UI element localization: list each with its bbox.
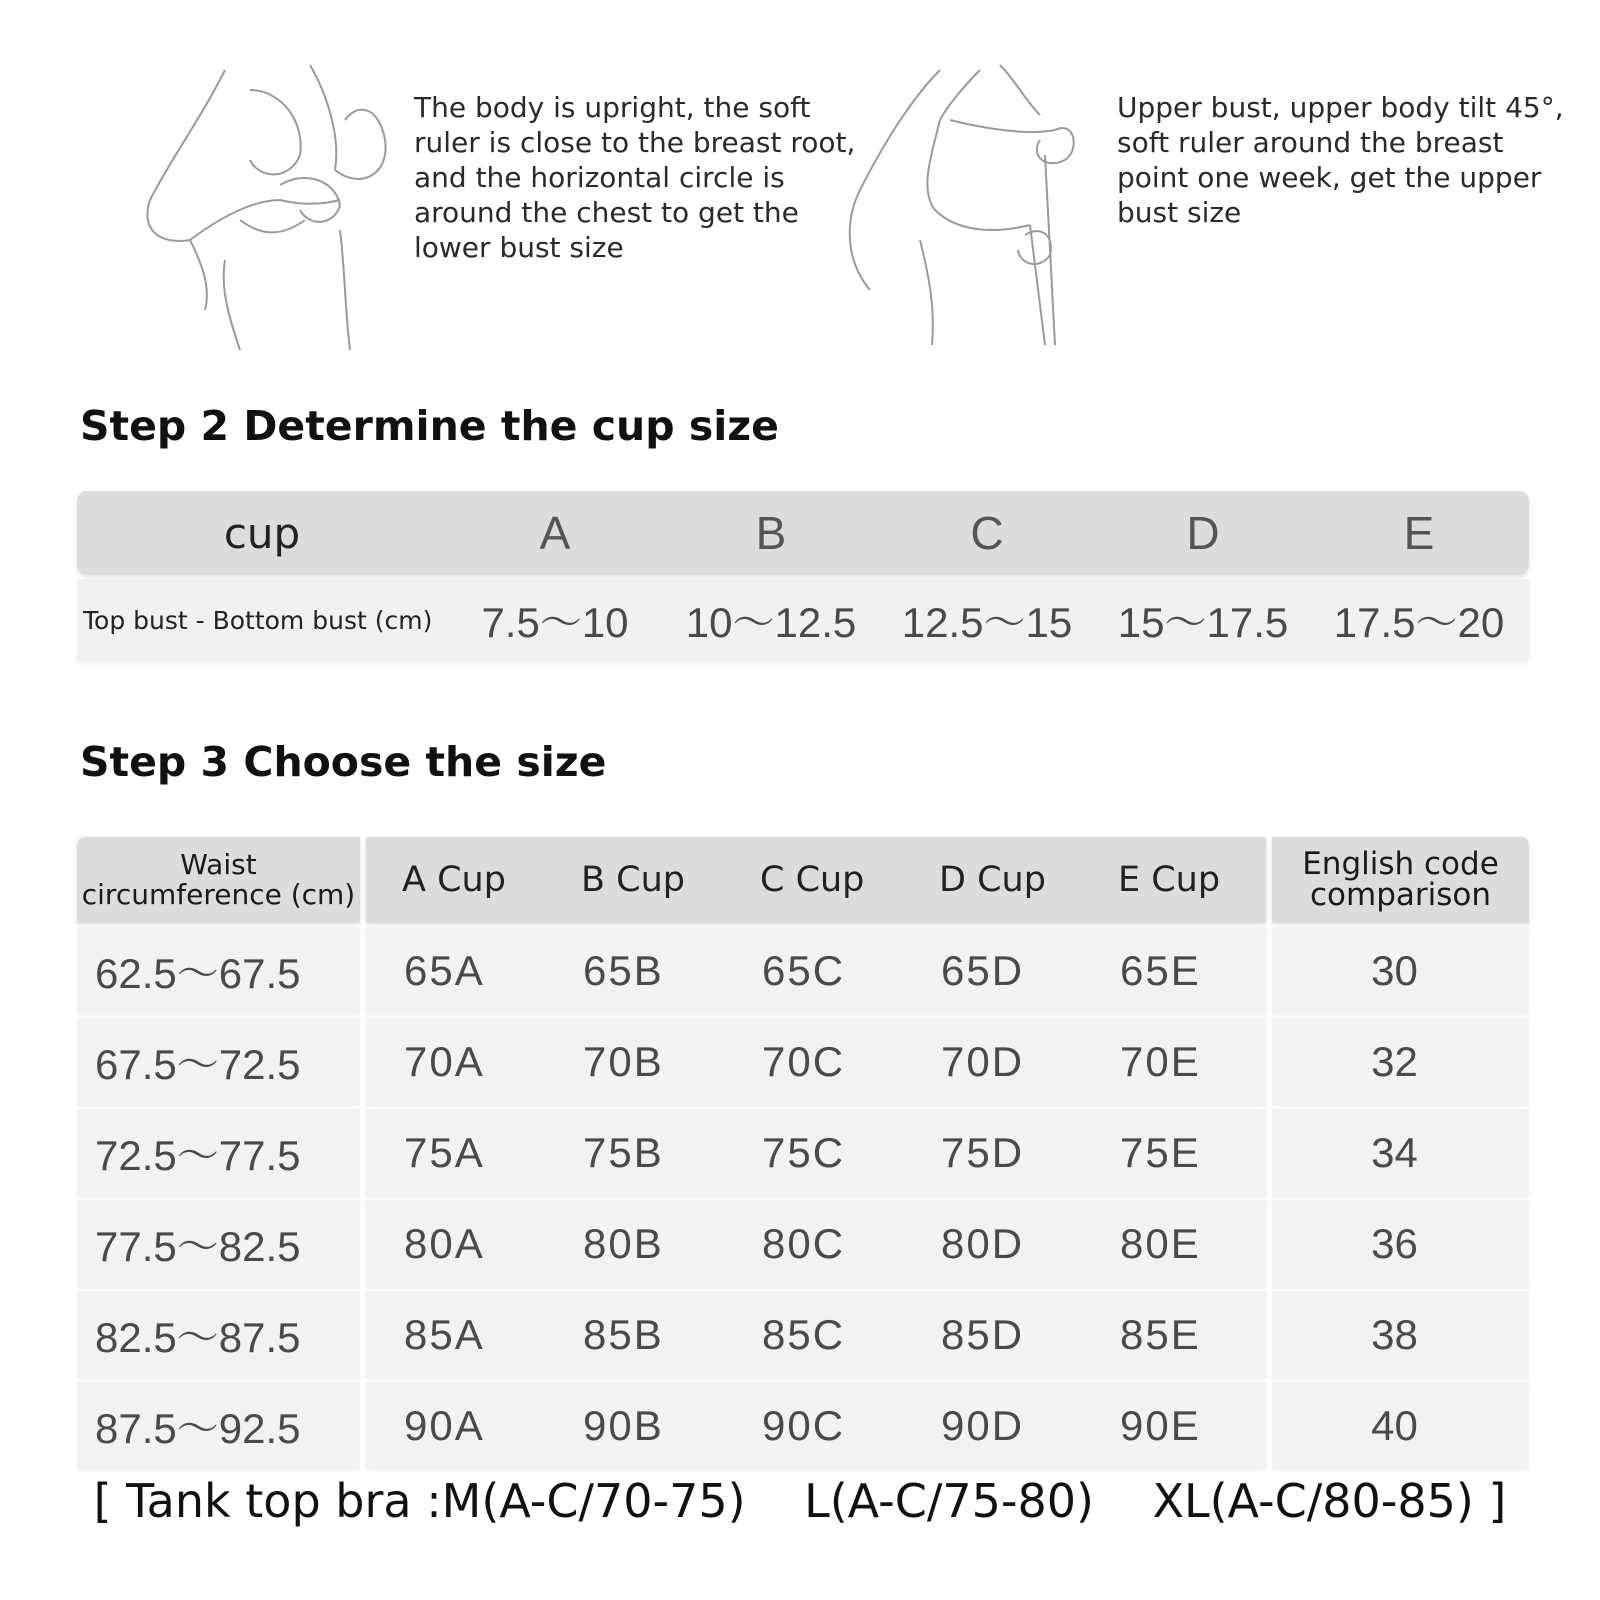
bust-difference-label: Top bust - Bottom bust (cm) <box>83 605 433 635</box>
table-row <box>366 1018 1266 1105</box>
cup-range-d: 15～17.5 <box>1117 599 1289 646</box>
waist-range: 87.5～92.5 <box>77 1382 360 1469</box>
cup-range-c: 12.5～15 <box>901 599 1073 646</box>
waist-range: 67.5～72.5 <box>77 1018 360 1105</box>
cup-table-header <box>77 491 1529 575</box>
size-value: 65B <box>583 946 664 994</box>
table-row <box>366 1291 1266 1378</box>
cup-range-e: 17.5～20 <box>1333 599 1505 646</box>
size-value: 65C <box>762 946 846 994</box>
waist-range: 77.5～82.5 <box>77 1200 360 1287</box>
size-value: 75A <box>404 1128 485 1176</box>
size-value: 75B <box>583 1128 664 1176</box>
table-row <box>366 1109 1266 1196</box>
tank-top-bra-note: [ Tank top bra :M(A-C/70-75) L(A-C/75-80) XL(A-C/80-85) ] <box>93 1474 1507 1528</box>
english-code: 38 <box>1272 1291 1529 1378</box>
e-cup-header: E Cup <box>1118 860 1221 900</box>
waist-range: 62.5～67.5 <box>77 927 360 1014</box>
size-value: 75C <box>762 1128 846 1176</box>
cup-size-table <box>77 491 1529 661</box>
size-chart-table <box>77 837 1529 1469</box>
size-value: 90B <box>583 1401 664 1449</box>
cup-header-e: E <box>1403 507 1435 559</box>
cups-header <box>366 837 1266 923</box>
size-value: 65A <box>404 946 485 994</box>
english-code: 40 <box>1272 1382 1529 1469</box>
cup-header-b: B <box>755 507 787 559</box>
size-value: 80D <box>941 1219 1025 1267</box>
waist-header: Waist circumference (cm) <box>77 837 360 923</box>
d-cup-header: D Cup <box>939 860 1046 900</box>
size-value: 70B <box>583 1037 664 1085</box>
size-value: 75E <box>1120 1128 1201 1176</box>
cup-range-a: 7.5～10 <box>481 599 629 646</box>
size-value: 65E <box>1120 946 1201 994</box>
size-value: 90C <box>762 1401 846 1449</box>
cup-header-c: C <box>970 507 1004 559</box>
b-cup-header: B Cup <box>581 860 685 900</box>
cup-table-row <box>77 579 1529 661</box>
cup-header-d: D <box>1186 507 1220 559</box>
english-code: 34 <box>1272 1109 1529 1196</box>
size-value: 90A <box>404 1401 485 1449</box>
size-value: 90D <box>941 1401 1025 1449</box>
size-value: 80C <box>762 1219 846 1267</box>
size-value: 70D <box>941 1037 1025 1085</box>
a-cup-header: A Cup <box>402 860 506 900</box>
english-code: 36 <box>1272 1200 1529 1287</box>
table-row <box>366 1382 1266 1469</box>
step2-heading: Step 2 Determine the cup size <box>80 402 779 450</box>
size-value: 70E <box>1120 1037 1201 1085</box>
lower-bust-illustration <box>130 60 410 360</box>
size-value: 85D <box>941 1310 1025 1358</box>
cup-header-a: A <box>539 507 571 559</box>
cup-header-label: cup <box>223 508 301 558</box>
english-code: 30 <box>1272 927 1529 1014</box>
size-value: 80B <box>583 1219 664 1267</box>
size-value: 85A <box>404 1310 485 1358</box>
c-cup-header: C Cup <box>760 860 865 900</box>
size-value: 70A <box>404 1037 485 1085</box>
table-row <box>366 1200 1266 1287</box>
size-value: 80A <box>404 1219 485 1267</box>
upper-bust-illustration <box>840 60 1100 350</box>
table-row <box>366 927 1266 1014</box>
size-value: 90E <box>1120 1401 1201 1449</box>
size-value: 80E <box>1120 1219 1201 1267</box>
cup-range-b: 10～12.5 <box>685 599 857 646</box>
size-value: 65D <box>941 946 1025 994</box>
english-code: 32 <box>1272 1018 1529 1105</box>
english-code-header: English code comparison <box>1272 837 1529 923</box>
size-value: 85C <box>762 1310 846 1358</box>
upper-bust-instructions: Upper bust, upper body tilt 45°, soft ruler around the breast point one week, get the upper bust size <box>1117 91 1564 229</box>
step3-heading: Step 3 Choose the size <box>80 738 607 786</box>
lower-bust-instructions: The body is upright, the soft ruler is close to the breast root, and the horizontal circle is around the chest to get the lower bust size <box>414 91 856 264</box>
size-value: 75D <box>941 1128 1025 1176</box>
size-value: 70C <box>762 1037 846 1085</box>
size-value: 85E <box>1120 1310 1201 1358</box>
waist-range: 72.5～77.5 <box>77 1109 360 1196</box>
size-value: 85B <box>583 1310 664 1358</box>
waist-range: 82.5～87.5 <box>77 1291 360 1378</box>
